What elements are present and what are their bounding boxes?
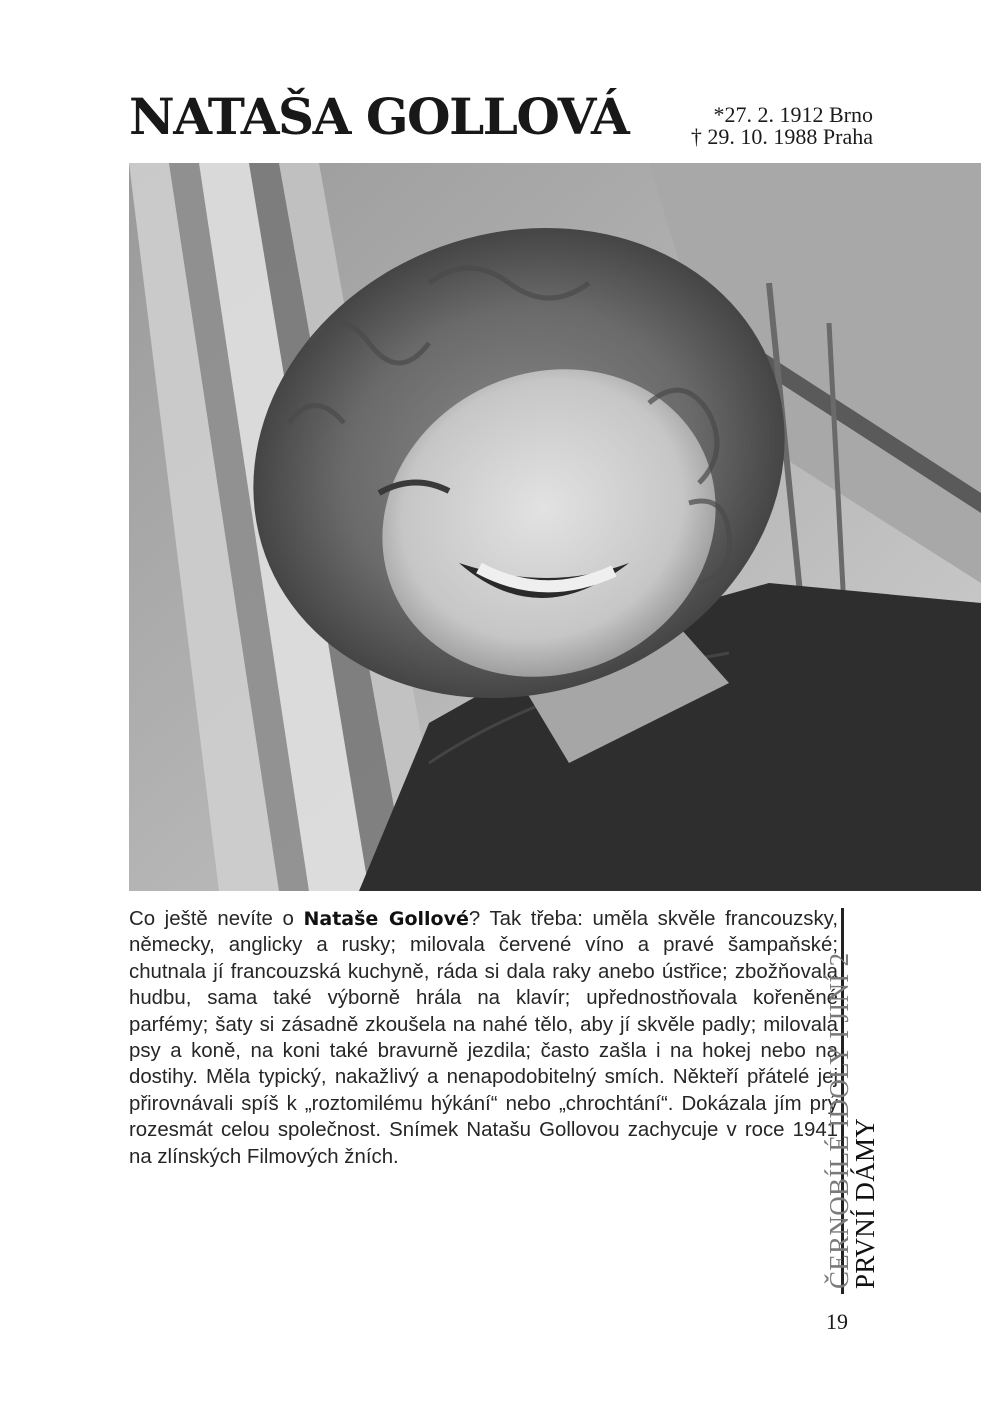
portrait-photo-icon [129, 163, 981, 891]
page-title: NATAŠA GOLLOVÁ [129, 87, 629, 146]
section-title: PRVNÍ DÁMY [850, 1117, 880, 1289]
article-name: Nataše Gollové [303, 908, 469, 930]
article-text [129, 906, 838, 1170]
life-dates [691, 104, 873, 148]
sidebar-tag [824, 908, 880, 1294]
page-number: 19 [826, 1309, 848, 1334]
portrait-photo [129, 163, 981, 891]
death-date: † 29. 10. 1988 Praha [690, 124, 873, 149]
birth-date: *27. 2. 1912 Brno [713, 102, 873, 127]
series-title: ČERNOBÍLÉ IDOLY I JINÍ 2 [824, 952, 854, 1289]
article-intro: Co ještě nevíte o [129, 908, 304, 930]
article-body: ? Tak třeba: uměla skvěle francouzsky, německy, anglicky a rusky; milovala červené víno a pravé šampaňské; chutnala jí francouzská kuchyně, ráda si dala raky anebo ústřice; zbožňovala hudbu, sama také výborně hrála na klavír; upřednostňovala kořeněné parfémy; šaty si zásadně zkoušela na nahé tělo, aby jí skvěle padly; milovala psy a koně, na koni také bravurně jezdila; často zašla i na hokej nebo na dostihy. Měla typický, nakažlivý a nenapodobitelný smích. Někteří přátelé jej přirovnávali spíš k „roztomilému hýkání“ nebo „chrochtání“. Dokázala jím prý rozesmát celou společnost. Snímek Natašu Gollovou zachycuje v roce 1941 na zlínských Filmových žních. [129, 908, 839, 1168]
